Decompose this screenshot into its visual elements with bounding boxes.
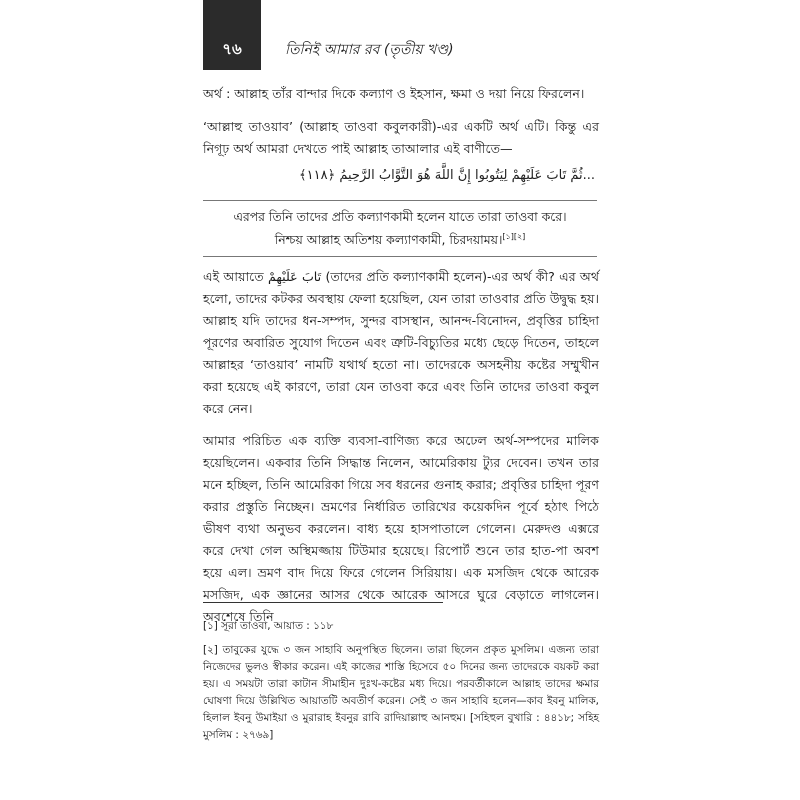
page-number-tab [203,0,261,70]
footnote-1: [১] সূরা তাওবা, আয়াত : ১১৮ [203,620,334,632]
translation-line-2-wrap [203,227,597,250]
meaning-line: অর্থ : আল্লাহ তাঁর বান্দার দিকে কল্যাণ ও ইহসান, ক্ষমা ও দয়া নিয়ে ফিরলেন। [203,86,585,101]
intro-paragraph: ‘আল্লাহু তাওয়াব’ (আল্লাহ তাওবা কবুলকারী)-এর একটি অর্থ এটি। কিন্তু এর নিগূঢ় অর্থ আমরা দেখতে পাই আল্লাহ তাআলার এই বাণীতে— [203,119,599,156]
footnote-2: [২] তাবুকের যুদ্ধে ৩ জন সাহাবি অনুপস্থিত ছিলেন। তারা ছিলেন প্রকৃত মুসলিম। এজন্য তারা নিজেদের ভুলও স্বীকার করেন। এই কাজের শাস্তি হিসেবে ৫০ দিনের জন্য তাদেরকে বয়কট করা হয়। এ সময়টা তারা কাটান সীমাহীন দুঃখ-কষ্টের মধ্য দিয়ে। পরবর্তীকালে আল্লাহ তাদের ক্ষমার ঘোষণা দিয়ে উল্লিখিত আয়াতটি অবতীর্ণ করেন। সেই ৩ জন সাহাবি হলেন—কাব ইবনু মালিক, হিলাল ইবনু উমাইয়া ও মুরারাহ ইবনুর রাবি রাদিয়াল্লাহু আনহুম। [সহিহুল বুখারি : ৪৪১৮; সহিহ মুসলিম : ২৭৬৯] [203,644,599,741]
verse-translation-box [203,200,597,257]
running-title: তিনিই আমার রব (তৃতীয় খণ্ড) [285,42,454,58]
footnote-divider [203,602,443,603]
translation-line-1: এরপর তিনি তাদের প্রতি কল্যাণকামী হলেন যাতে তারা তাওবা করে। [233,209,567,224]
translation-line-2: নিশ্চয় আল্লাহ অতিশয় কল্যাণকামী, চিরদয়াময়। [274,232,503,248]
book-page [195,0,605,800]
paragraph-3: আমার পরিচিত এক ব্যক্তি ব্যবসা-বাণিজ্য করে অঢেল অর্থ-সম্পদের মালিক হয়েছিলেন। একবার তিনি সিদ্ধান্ত নিলেন, আমেরিকায় ট্যুর দেবেন। তখন তার মনে হচ্ছিল, তিনি আমেরিকা গিয়ে সব ধরনের গুনাহ করার; প্রবৃত্তির চাহিদা পূরণ করার প্রস্তুতি নিচ্ছেন। ভ্রমণের নির্ধারিত তারিখের কয়েকদিন পূর্বে হঠাৎ পিঠে ভীষণ ব্যথা অনুভব করলেন। বাধ্য হয়ে হাসপাতালে গেলেন। মেরুদণ্ড এক্সরে করে দেখা গেল অস্থিমজ্জায় টিউমার হয়েছে। রিপোর্ট শুনে তার হাত-পা অবশ হয়ে এল। ভ্রমণ বাদ দিয়ে ফিরে গেলেন সিরিয়ায়। এক মসজিদ থেকে আরেক মসজিদ, এক জ্ঞানের আসর থেকে আরেক আসরে ঘুরে বেড়াতে লাগলেন। অবশেষে তিনি [203,433,599,624]
page-number: ৭৬ [222,40,242,58]
arabic-verse: ...ثُمَّ تَابَ عَلَيْهِمْ لِيَتُوبُوا إِنَّ اللَّهَ هُوَ التَّوَّابُ الرَّحِيمُ ﴿١١٨﴾ [299,168,595,183]
footnote-ref[interactable]: [১][২] [502,232,526,241]
paragraph-2: এই আয়াতে تَابَ عَلَيْهِمْ (তাদের প্রতি কল্যাণকামী হলেন)-এর অর্থ কী? এর অর্থ হলো, তাদের কটকর অবস্থায় ফেলা হয়েছিল, যেন তারা তাওবার প্রতি উদ্বুদ্ধ হয়। আল্লাহ যদি তাদের ধন-সম্পদ, সুন্দর বাসস্থান, আনন্দ-বিনোদন, প্রবৃত্তির চাহিদা পূরণের অবারিত সুযোগ দিতেন এবং ত্রুটি-বিচ্যুতির মধ্যে ছেড়ে দিতেন, তাহলে আল্লাহর ‘তাওয়াব’ নামটি যথার্থ হতো না। তাদেরকে অসহনীয় কষ্টের সম্মুখীন করা হয়েছে এই কারণে, তারা যেন তাওবা করে এবং তিনি তাদের তাওবা কবুল করে নেন। [203,269,599,416]
